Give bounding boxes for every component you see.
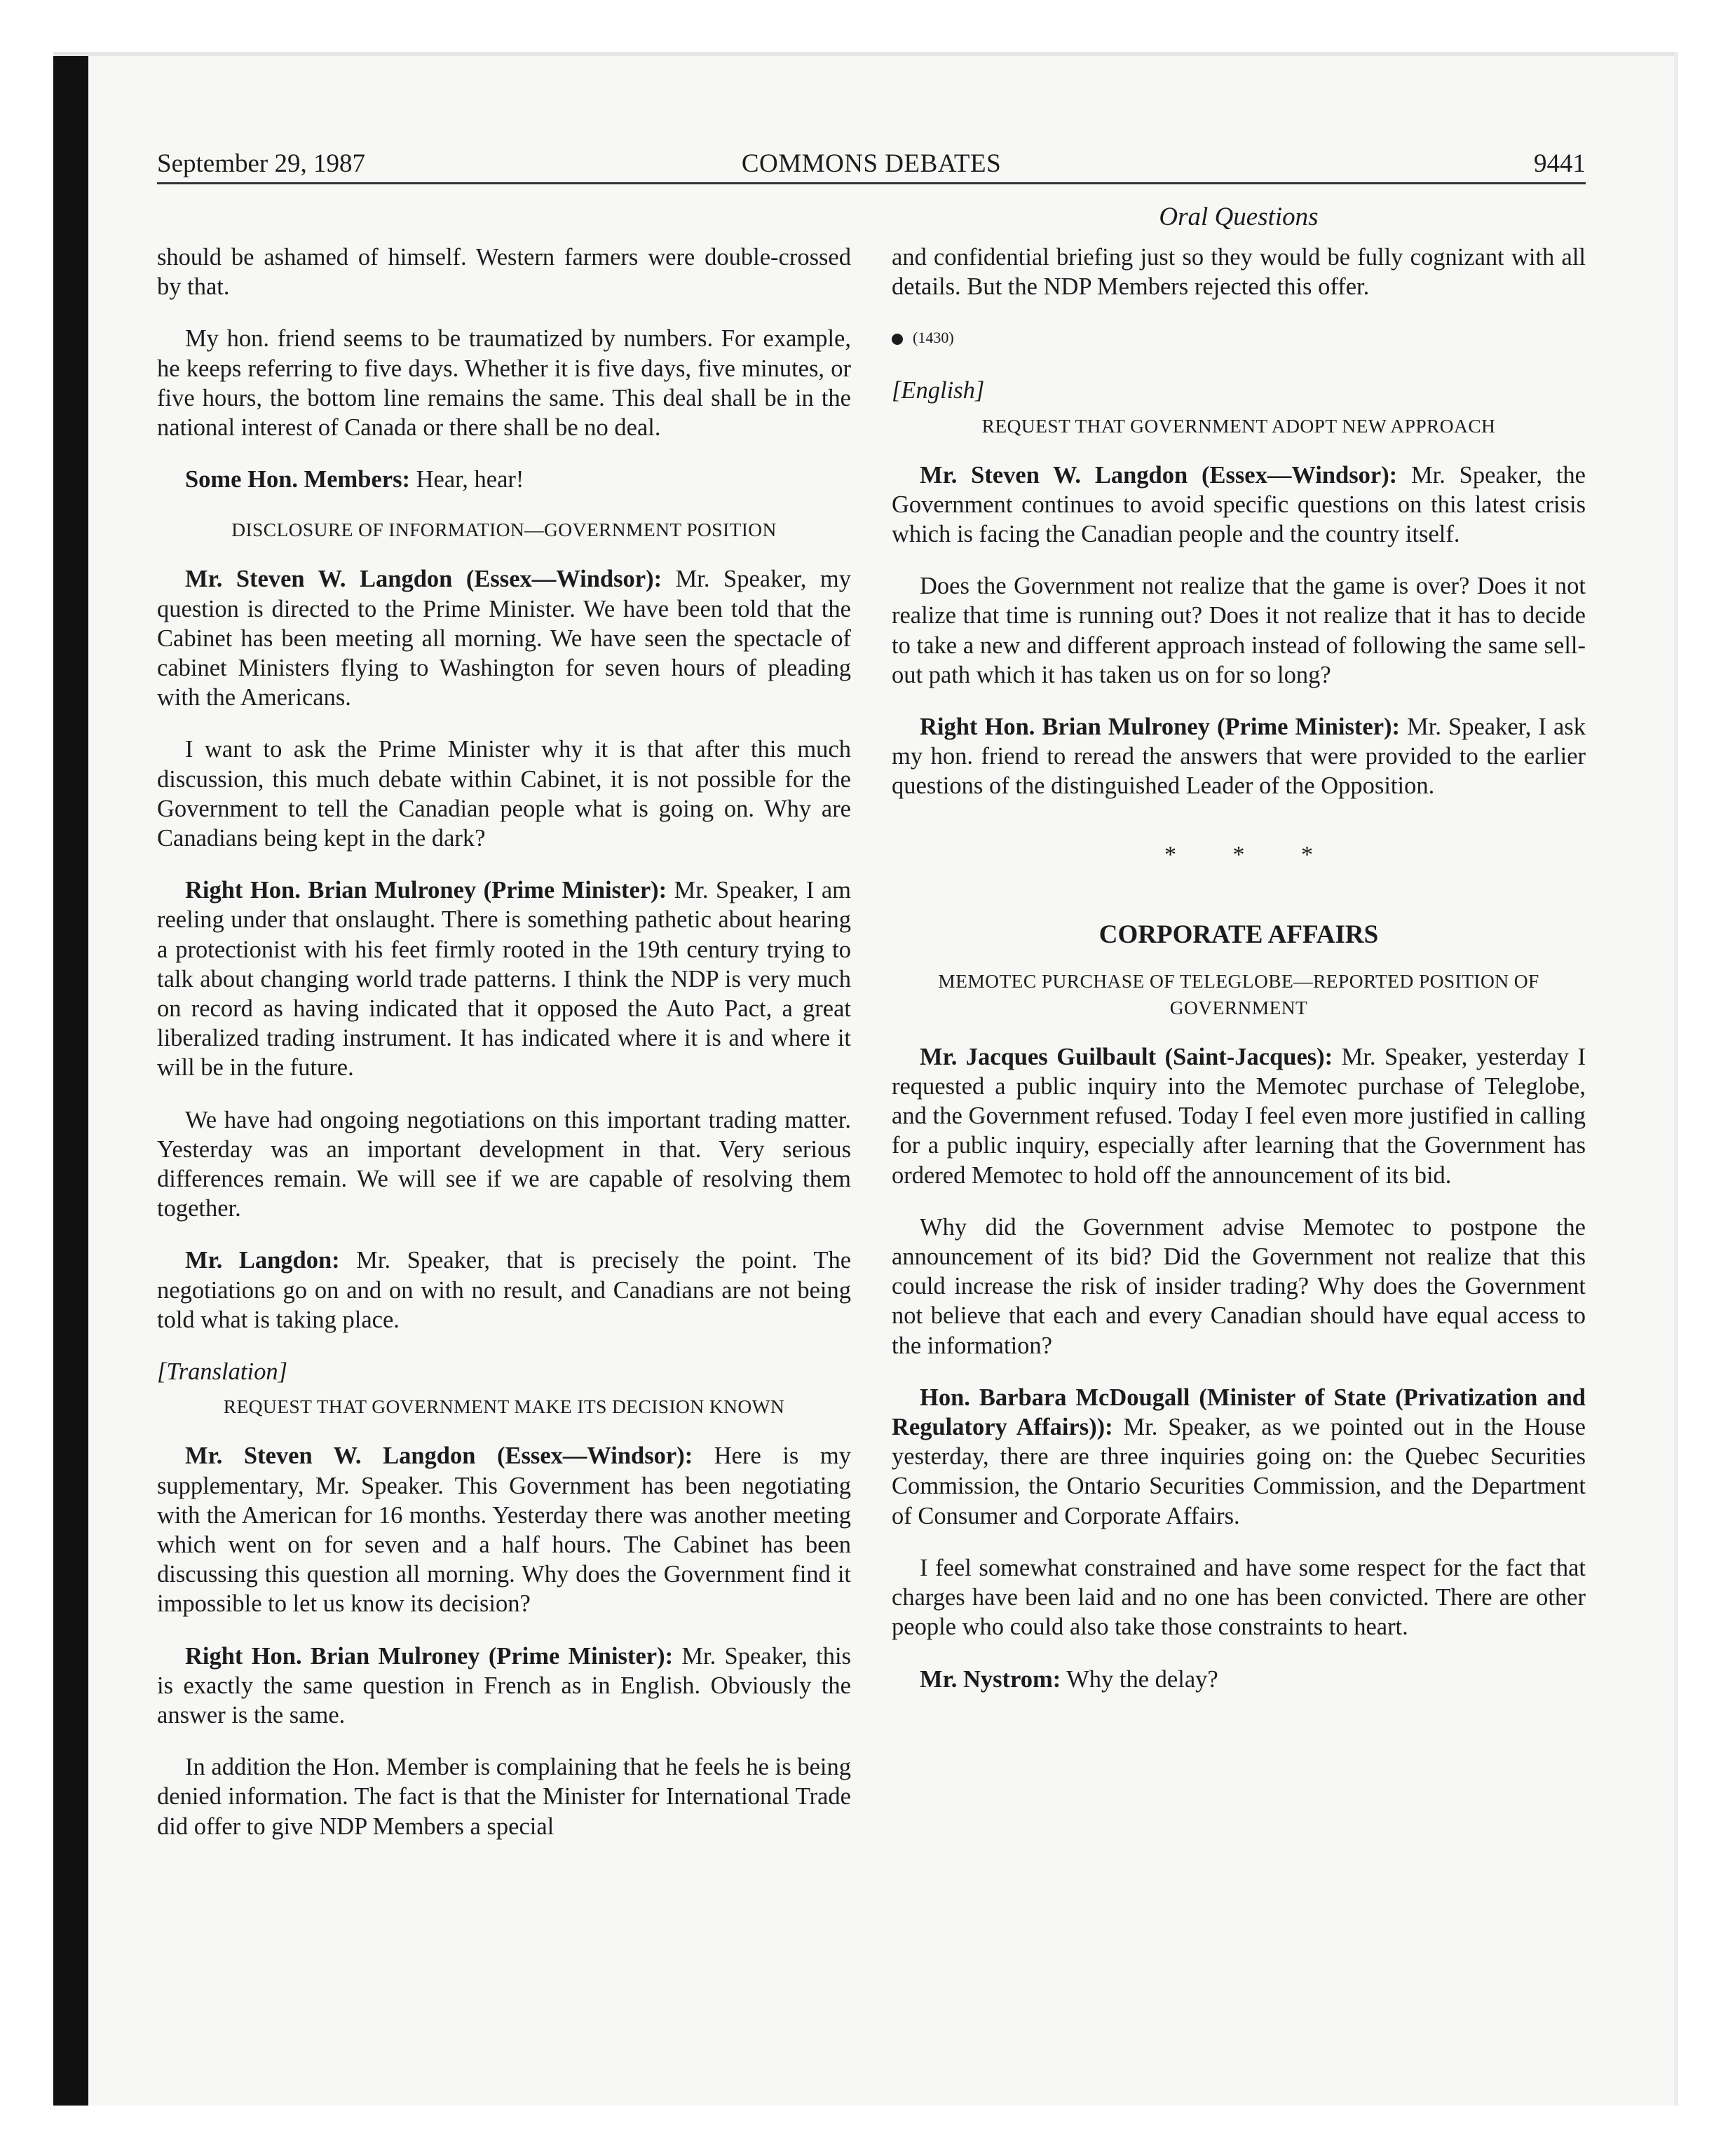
speaker-name: Mr. Steven W. Langdon (Essex—Windsor): [185, 1442, 693, 1470]
paragraph [157, 875, 851, 1082]
speaker-name: Some Hon. Members: [185, 466, 410, 493]
paragraph [157, 564, 851, 712]
language-tag: [Translation] [157, 1358, 287, 1386]
paragraph-text: Mr. Speaker, I ask my hon. friend to reread the answers that were provided to the earlier questions of the distinguished Leader of the Opposition. [892, 714, 1586, 800]
paragraph-text: We have had ongoing negotiations on this important trading matter. Yesterday was an important development in that. Very serious differences remain. We will see if we are capable of resolving them together. [157, 1106, 851, 1222]
paragraph [892, 1042, 1586, 1190]
paragraph-text: My hon. friend seems to be traumatized by numbers. For example, he keeps referring to five days. Whether it is five days, five minutes, or five hours, the bottom line remains the same. This deal shall be in the national interest of Canada or there shall be no deal. [157, 325, 851, 442]
header-page-number: 9441 [1534, 149, 1586, 178]
paragraph [892, 1213, 1586, 1360]
speaker-name: Right Hon. Brian Mulroney (Prime Minister): [920, 714, 1400, 741]
language-tag: [English] [892, 377, 985, 404]
paragraph-text: should be ashamed of himself. Western farmers were double-crossed by that. [157, 244, 851, 301]
speaker-name: Right Hon. Brian Mulroney (Prime Minister): [185, 877, 667, 904]
paragraph [157, 465, 851, 494]
paragraph-text: Mr. Speaker, that is precisely the point. The negotiations go on and on with no result, and Canadians are not being told what is taking place. [157, 1247, 852, 1333]
header-date: September 29, 1987 [157, 149, 365, 178]
speaker-name: Right Hon. Brian Mulroney (Prime Minister): [185, 1642, 674, 1670]
speaker-name: Hon. Barbara McDougall (Minister of State (Privatization and Regulatory Affairs)): [892, 1384, 1586, 1441]
paragraph-text: Mr. Speaker, as we pointed out in the House yesterday, there are three inquiries going on: the Quebec Securities Commission, the Ontario Securities Commission, and the Department of Consumer and Corporate Affairs. [892, 1414, 1586, 1529]
speaker-name: Mr. Nystrom: [920, 1665, 1061, 1693]
running-head [157, 146, 1586, 184]
speaker-name: Mr. Langdon: [185, 1247, 340, 1274]
paragraph [157, 735, 851, 853]
paragraph [892, 460, 1586, 550]
paragraph-text: Mr. Speaker, I am reeling under that onslaught. There is something pathetic about hearing a protectionist with his feet firmly rooted in the 19th century trying to talk about changing world trade patterns. I think the NDP is very much on record as having indicated that it opposed the Auto Pact, a great liberalized trading instrument. It has indicated where it is and where it will be in the future. [157, 877, 851, 1082]
paragraph [157, 1642, 851, 1731]
paragraph-text: Why the delay? [1061, 1665, 1218, 1693]
section-subheading: REQUEST THAT GOVERNMENT MAKE ITS DECISION KNOWN [223, 1396, 785, 1418]
section-label: Oral Questions [1159, 203, 1319, 231]
paragraph [892, 571, 1586, 690]
paragraph [892, 1383, 1586, 1531]
paragraph [157, 1441, 851, 1618]
paragraph-text: Here is my supplementary, Mr. Speaker. This Government has been negotiating with the American for 16 months. Yesterday there was another meeting which went on for seven and a half hours. The Cabinet has been discussing this question all morning. Why does the Government find it impossible to let us know its decision? [157, 1442, 851, 1618]
paragraph [892, 1665, 1586, 1694]
scan-binding-edge [53, 52, 88, 2106]
speaker-name: Mr. Jacques Guilbault (Saint-Jacques): [920, 1043, 1333, 1070]
paragraph-text: Does the Government not realize that the game is over? Does it not realize that time is running out? Does it not realize that it has to decide to take a new and different approach instead of following the same sell-out path which it has taken us on for so long? [892, 573, 1586, 688]
bullet-icon [892, 334, 903, 345]
paragraph-text: I feel somewhat constrained and have some respect for the fact that charges have been laid and no one has been convicted. There are other people who could also take those constraints to heart. [892, 1554, 1586, 1641]
scan-right-edge [1674, 52, 1678, 2106]
speaker-name: Mr. Steven W. Langdon (Essex—Windsor): [185, 566, 662, 593]
paragraph [892, 1553, 1586, 1642]
time-stamp-text: (1430) [913, 329, 954, 347]
paragraph [157, 1105, 851, 1224]
left-column [157, 243, 851, 1864]
speaker-name: Mr. Steven W. Langdon (Essex—Windsor): [920, 461, 1398, 489]
section-subheading: DISCLOSURE OF INFORMATION—GOVERNMENT POSITION [231, 519, 777, 541]
paragraph [157, 1246, 851, 1335]
paragraph-text: Mr. Speaker, yesterday I requested a public inquiry into the Memotec purchase of Teleglobe, and the Government refused. Today I feel even more justified in calling for a public inquiry, especially after learning that the Government has ordered Memotec to hold off the announcement of its bid. [892, 1043, 1586, 1189]
paragraph-text: Mr. Speaker, this is exactly the same question in French as in English. Obviously the answer is the same. [157, 1642, 851, 1728]
right-column [892, 243, 1586, 1717]
section-divider: * * * [1164, 841, 1338, 868]
paragraph-text: Why did the Government advise Memotec to postpone the announcement of its bid? Did the Government not realize that this could increase the risk of insider trading? Why does the Government not believe that each and every Canadian should have equal access to the information? [892, 1213, 1586, 1359]
continued-paragraph [892, 243, 1586, 301]
paragraph-text: I want to ask the Prime Minister why it is that after this much discussion, this much debate within Cabinet, it is not possible for the Government to tell the Canadian people what is going on. Why are Canadians being kept in the dark? [157, 736, 851, 852]
major-heading: CORPORATE AFFAIRS [1098, 920, 1379, 949]
paragraph-text: Mr. Speaker, the Government continues to avoid specific questions on this latest crisis which is facing the Canadian people and the country itself. [892, 461, 1586, 548]
paragraph [157, 1752, 851, 1841]
paragraph [157, 324, 851, 442]
header-publication: COMMONS DEBATES [741, 149, 1002, 178]
paragraph-text: and confidential briefing just so they would be fully cognizant with all details. But the NDP Members rejected this offer. [892, 244, 1586, 301]
time-stamp [892, 324, 1586, 352]
paragraph-text: Mr. Speaker, my question is directed to the Prime Minister. We have been told that the Cabinet has been meeting all morning. We have seen the spectacle of cabinet Ministers flying to Washington for seven hours of pleading with the Americans. [157, 566, 851, 711]
paragraph-text: Hear, hear! [409, 466, 524, 493]
section-subheading: REQUEST THAT GOVERNMENT ADOPT NEW APPROACH [981, 414, 1496, 437]
paragraph-text: In addition the Hon. Member is complaining that he feels he is being denied information. The fact is that the Minister for International Trade did offer to give NDP Members a special [157, 1754, 851, 1840]
section-subheading: MEMOTEC PURCHASE OF TELEGLOBE—REPORTED POSITION OF GOVERNMENT [938, 969, 1539, 1018]
paragraph [892, 712, 1586, 801]
continued-paragraph [157, 243, 851, 301]
